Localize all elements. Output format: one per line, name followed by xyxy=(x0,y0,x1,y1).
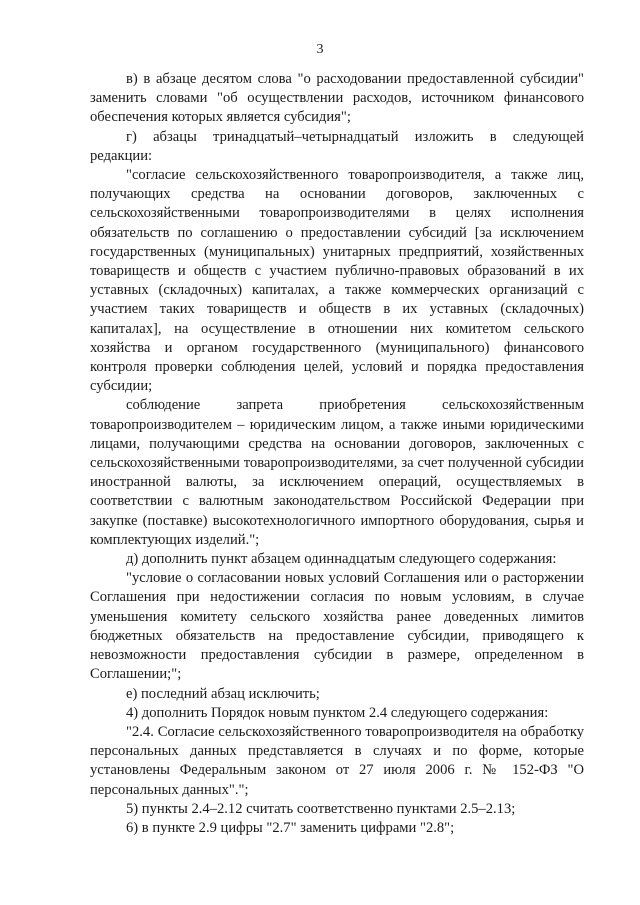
paragraph-uslovie-quote: "условие о согласовании новых условий Соглашения или о расторжении Соглашения при недостижении согласия по новым условиям, в случае уменьшения комитету сельского хозяйства ранее доведенных лимитов бюджетных обязательств на предоставление субсидии, приводящего к невозможности предоставления субсидии в размере, определенном в Соглашении;"; xyxy=(90,570,584,683)
paragraph-2-4-quote: "2.4. Согласие сельскохозяйственного товаропроизводителя на обработку персональных данных представляется в случаях и по форме, которые установлены Федеральным законом от 27 июля 2006 г. № 152-ФЗ "О персональных данных"."; xyxy=(90,723,584,798)
paragraph-item-4: 4) дополнить Порядок новым пунктом 2.4 следующего содержания: xyxy=(126,704,549,721)
paragraph-soblyudenie-zapreta: соблюдение запрета приобретения сельскохозяйственным товаропроизводителем – юридическим лицом, а также иными юридическими лицами, получающими средства на основании договоров, заключенных с сельскохозяйственными товаропроизводителями, за счет полученной субсидии иностранной валюты, за исключением операций, осуществляемых в соответствии с валютным законодательством Российской Федерации при закупке (поставке) высокотехнологичного импортного оборудования, сырья и комплектующих изделий."; xyxy=(90,397,584,548)
paragraph-e-isklyuchit: е) последний абзац исключить; xyxy=(126,685,320,702)
paragraph-soglasie-quote: "согласие сельскохозяйственного товаропроизводителя, а также лиц, получающих средства на основании договоров, заключенных с сельскохозяйственными товаропроизводителями в целях исполнения обязательств по соглашению о предоставлении субсидий [за исключением государственных (муниципальных) унитарных предприятий, хозяйственных товариществ и обществ с участием публично-правовых образований в их уставных (складочных) капиталах, а также коммерческих организаций с участием таких товариществ и обществ в их уставных (складочных) капиталах], на осуществление в отношении них комитетом сельского хозяйства и органом государственного (муниципального) финансового контроля проверки соблюдения целей, условий и порядка предоставления субсидии; xyxy=(90,167,584,395)
paragraph-item-5: 5) пункты 2.4–2.12 считать соответственно пунктами 2.5–2.13; xyxy=(126,800,516,817)
paragraph-d-dopolnit: д) дополнить пункт абзацем одиннадцатым следующего содержания: xyxy=(126,551,557,568)
page-number: 3 xyxy=(316,42,324,57)
document-body xyxy=(90,70,584,838)
paragraph-item-6: 6) в пункте 2.9 цифры "2.7" заменить цифрами "2.8"; xyxy=(126,819,455,836)
paragraph-g-abzacy: г) абзацы тринадцатый–четырнадцатый изложить в следующей редакции: xyxy=(90,128,584,164)
paragraph-v-abzac-desyatyj: в) в абзаце десятом слова "о расходовании предоставленной субсидии" заменить словами "об осуществлении расходов, источником финансового обеспечения которых является субсидия"; xyxy=(90,71,584,126)
